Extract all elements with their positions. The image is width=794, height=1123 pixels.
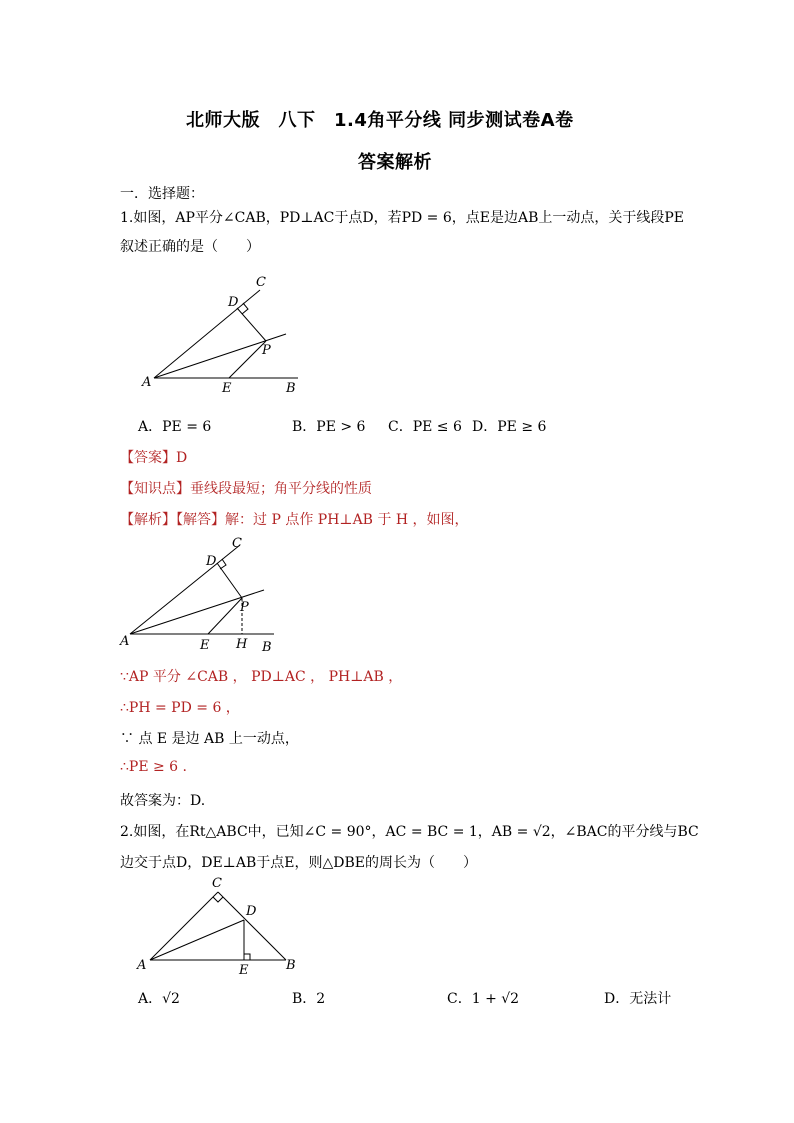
label-h: H [236, 637, 248, 652]
label-a: A [142, 375, 152, 390]
label-p: P [240, 600, 249, 615]
q1-stem-line2: 叙述正确的是（ ） [120, 239, 260, 255]
solution-step-4: ∴PE ≥ 6 . [120, 759, 187, 775]
q1-option-a: A．PE = 6 [138, 419, 212, 435]
label-b: B [286, 381, 296, 396]
q1-stem-line1: 1.如图，AP平分∠CAB，PD⊥AC于点D，若PD = 6，点E是边AB上一动点，关于线段PE [120, 210, 685, 226]
label-e: E [222, 381, 232, 396]
q1-option-c: C．PE ≤ 6 [388, 419, 462, 435]
q2-figure [132, 872, 302, 982]
doc-subtitle: 答案解析 [358, 152, 432, 173]
label-c: C [232, 536, 242, 551]
label-a: A [120, 634, 130, 649]
segment-pd [237, 308, 266, 341]
label-d: D [228, 295, 239, 310]
label-b: B [286, 958, 296, 973]
side-cb [218, 892, 286, 960]
label-d: D [206, 554, 217, 569]
q2-stem-line2: 边交于点D，DE⊥AB于点E，则△DBE的周长为（ ） [120, 855, 477, 871]
doc-title: 北师大版 八下 1.4角平分线 同步测试卷A卷 [186, 110, 574, 131]
label-a: A [137, 958, 147, 973]
ray-ac [154, 290, 260, 378]
q1-option-b: B．PE > 6 [292, 419, 366, 435]
ray-ac [130, 545, 240, 634]
segment-ad [150, 920, 244, 960]
solution-conclusion: 故答案为：D. [120, 793, 206, 809]
q2-option-d: D．无法计 [604, 991, 672, 1007]
q2-option-a: A．√2 [138, 991, 180, 1007]
q1-solution-figure [116, 535, 286, 660]
solution-step-1: ∵AP 平分 ∠CAB ， PD⊥AC ， PH⊥AB ， [120, 669, 403, 685]
q2-stem-line1: 2.如图，在Rt△ABC中，已知∠C = 90°，AC = BC = 1，AB = √2，∠BAC的平分线与BC [120, 824, 699, 840]
q1-figure [140, 268, 310, 398]
q2-option-b: B．2 [292, 991, 326, 1007]
right-angle-mark-e [244, 954, 250, 960]
side-ac [150, 892, 218, 960]
answer-tag: 【答案】D [120, 450, 188, 466]
label-d: D [246, 904, 257, 919]
segment-pe [208, 598, 242, 634]
section-heading: 一．选择题： [120, 186, 204, 202]
analysis-tag: 【解析】【解答】解：过 P 点作 PH⊥AB 于 H ，如图， [120, 512, 469, 528]
label-e: E [200, 638, 210, 653]
knowledge-tag: 【知识点】垂线段最短；角平分线的性质 [120, 481, 372, 497]
label-b: B [262, 640, 272, 655]
solution-step-3: ∵ 点 E 是边 AB 上一动点， [120, 731, 299, 747]
q1-option-d: D．PE ≥ 6 [472, 419, 547, 435]
label-p: P [262, 343, 271, 358]
label-e: E [239, 963, 249, 978]
label-c: C [256, 275, 266, 290]
right-angle-mark-c [213, 897, 223, 902]
solution-step-2: ∴PH = PD = 6 ， [120, 700, 240, 716]
q2-option-c: C．1 + √2 [447, 991, 520, 1007]
label-c: C [212, 876, 222, 891]
